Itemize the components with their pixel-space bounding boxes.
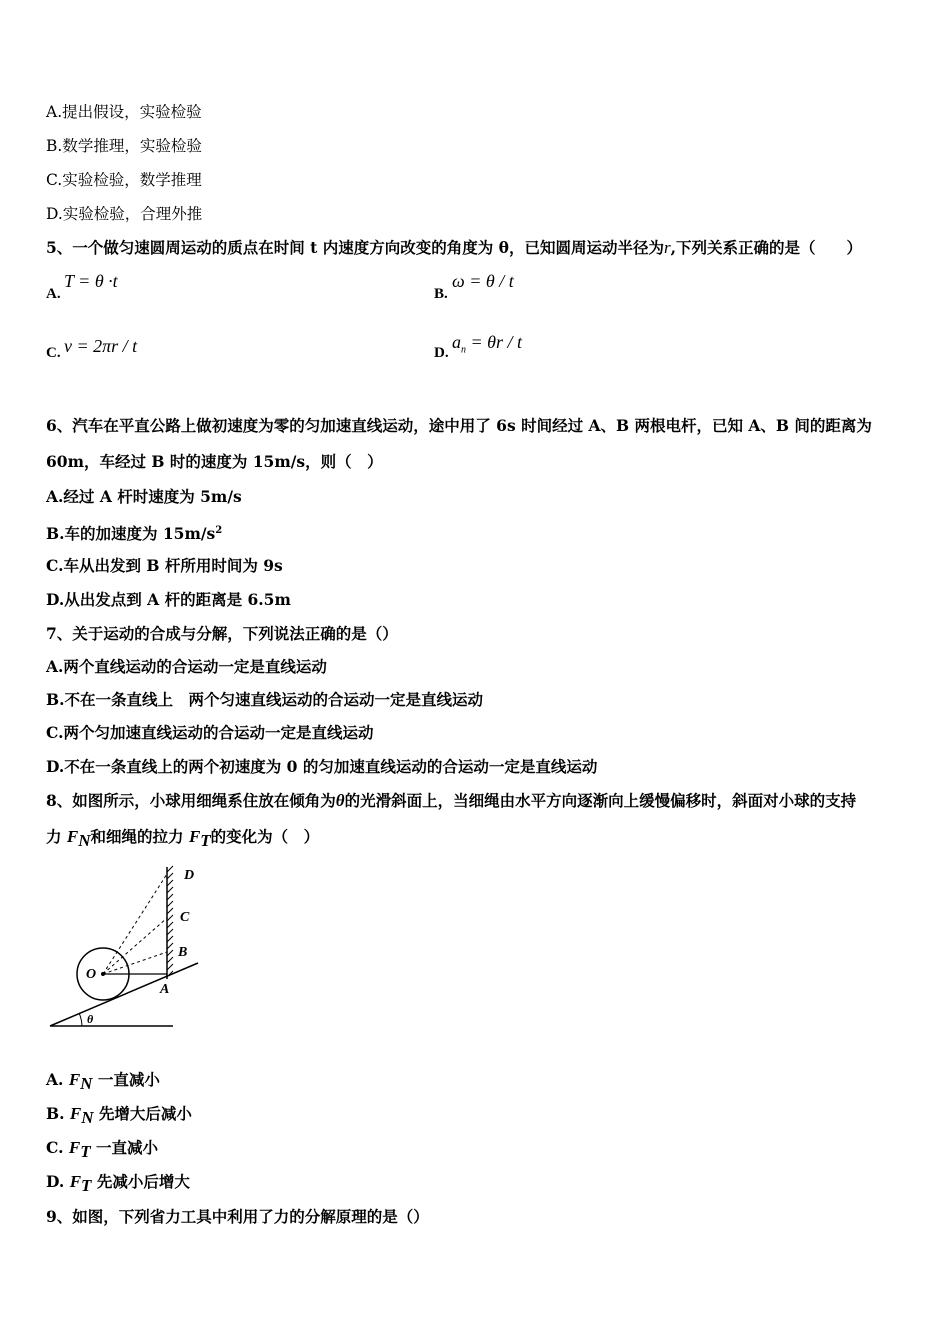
figure-label-b: B	[178, 945, 188, 960]
q8-stem2-b: 和细绳的拉力	[90, 827, 189, 846]
figure-label-d: D	[184, 868, 195, 883]
q7-stem: 7、关于运动的合成与分解，下列说法正确的是（）	[46, 624, 398, 643]
q8-option-b	[46, 1104, 192, 1128]
q6-option-a: A.经过 A 杆时速度为 5m/s	[46, 487, 242, 506]
q6-stem-line1: 6、汽车在平直公路上做初速度为零的匀加速直线运动，途中用了 6s 时间经过 A、B 两根电杆，已知 A、B 间的距离为	[46, 416, 872, 435]
q5-stem-text-end: ,下列关系正确的是（ ）	[670, 238, 863, 257]
q5-option-d-rest: = θr / t	[466, 332, 522, 352]
q5-option-a-label: A.	[46, 286, 61, 302]
q8-option-a-prefix: A.	[46, 1070, 69, 1089]
q5-stem-text: 5、一个做匀速圆周运动的质点在时间 t 内速度方向改变的角度为 θ，已知圆周运动半径为	[46, 238, 664, 257]
q8-stem-line2	[46, 827, 319, 851]
q4-option-d: D.实验检验，合理外推	[46, 205, 203, 223]
q7-option-a: A.两个直线运动的合运动一定是直线运动	[46, 657, 327, 676]
q6-option-b	[46, 521, 222, 544]
q8-stem-text-end: 的光滑斜面上，当细绳由水平方向逐渐向上缓慢偏移时，斜面对小球的支持	[344, 791, 857, 810]
q5-option-d-sub: n	[461, 344, 466, 356]
q8-option-b-sub: N	[81, 1108, 94, 1128]
q5-option-b-formula: ω = θ / t	[452, 271, 514, 291]
q5-option-c-formula: v = 2πr / t	[64, 336, 138, 356]
q8-option-a-sub: N	[80, 1074, 93, 1094]
q6-option-b-sup: 2	[215, 525, 223, 536]
q8-option-d-text: 先减小后增大	[91, 1172, 190, 1191]
q8-option-d-prefix: D.	[46, 1172, 70, 1191]
q8-theta: θ	[335, 791, 345, 810]
q5-stem	[46, 238, 862, 258]
q8-option-c-sub: T	[80, 1142, 91, 1162]
figure-label-theta: θ	[87, 1012, 94, 1026]
q7-option-d: D.不在一条直线上的两个初速度为 0 的匀加速直线运动的合运动一定是直线运动	[46, 757, 598, 776]
q4-option-a: A.提出假设，实验检验	[46, 103, 202, 121]
q8-option-a-f: F	[68, 1070, 81, 1089]
q8-option-a	[46, 1070, 160, 1094]
q5-option-d-a: a	[452, 332, 461, 352]
q6-option-b-text: B.车的加速度为 15m/s	[46, 524, 216, 544]
figure-label-o: O	[86, 967, 97, 982]
q5-option-a-formula: T = θ ·t	[64, 271, 118, 291]
q5-stem-var: r	[663, 238, 671, 257]
q8-stem-text: 8、如图所示，小球用细绳系住放在倾角为	[46, 791, 336, 810]
q8-option-d-sub: T	[81, 1176, 92, 1196]
q6-option-c: C.车从出发到 B 杆所用时间为 9s	[46, 556, 283, 575]
q8-option-c-text: 一直减小	[90, 1138, 158, 1157]
q8-stem2-c: 的变化为（ ）	[210, 827, 320, 846]
q5-option-c-label: C.	[46, 345, 61, 361]
q8-option-d-f: F	[69, 1172, 82, 1191]
q8-option-c-prefix: C.	[46, 1138, 69, 1157]
q8-ft: F	[188, 827, 201, 846]
q8-option-b-prefix: B.	[46, 1104, 70, 1123]
q8-option-c-f: F	[68, 1138, 81, 1157]
q5-option-d-label: D.	[434, 345, 449, 361]
q4-option-c: C.实验检验，数学推理	[46, 171, 202, 189]
figure-label-a: A	[160, 982, 170, 997]
q9-stem: 9、如图，下列省力工具中利用了力的分解原理的是（）	[46, 1207, 429, 1226]
q8-option-c	[46, 1138, 158, 1162]
q7-option-b: B.不在一条直线上 两个匀速直线运动的合运动一定是直线运动	[46, 690, 483, 709]
q8-option-a-text: 一直减小	[92, 1070, 160, 1089]
q6-stem-line2: 60m，车经过 B 时的速度为 15m/s，则（ ）	[46, 452, 383, 471]
incline-ball-figure	[40, 862, 220, 1034]
q8-stem-line1	[46, 791, 856, 811]
q8-option-d	[46, 1172, 190, 1196]
figure-label-c: C	[180, 910, 190, 925]
q8-ft-sub: T	[200, 831, 211, 851]
q6-option-d: D.从出发点到 A 杆的距离是 6.5m	[46, 590, 291, 609]
q8-fn-sub: N	[78, 831, 91, 851]
q7-option-c: C.两个匀加速直线运动的合运动一定是直线运动	[46, 723, 374, 742]
q8-stem2-a: 力	[46, 827, 67, 846]
q8-option-b-text: 先增大后减小	[93, 1104, 192, 1123]
q5-option-b-label: B.	[434, 286, 448, 302]
q5-option-d-formula	[452, 332, 522, 356]
q4-option-b: B.数学推理，实验检验	[46, 137, 202, 155]
q8-fn: F	[66, 827, 79, 846]
q8-option-b-f: F	[69, 1104, 82, 1123]
